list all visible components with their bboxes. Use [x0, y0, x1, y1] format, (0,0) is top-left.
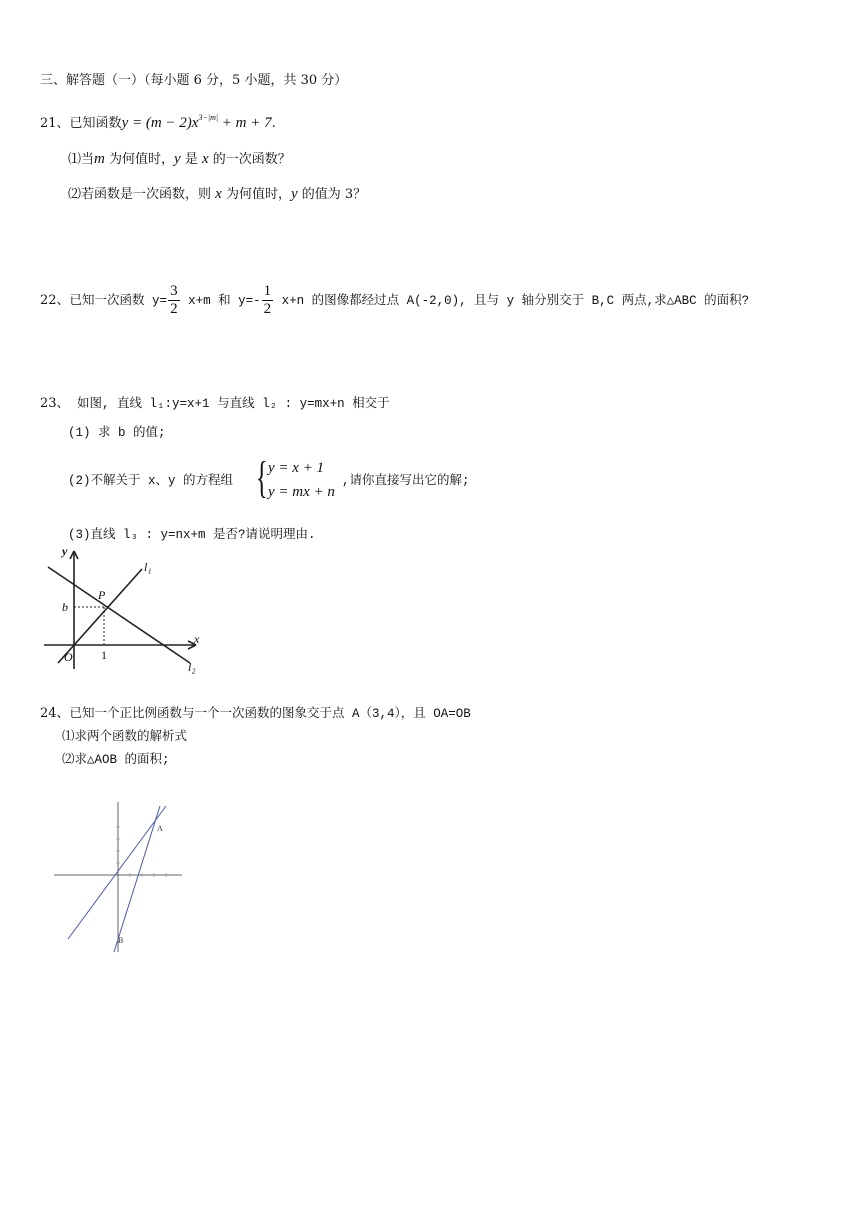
q22-frac2-numerator: 1: [263, 283, 272, 299]
q23-text: 如图, 直线 l₁:y=x+1 与直线 l₂ : y=mx+n 相交于: [69, 397, 390, 411]
q21-eq-part1: = (m − 2)x: [128, 115, 199, 131]
q21-sub2-y: y: [290, 186, 298, 202]
q21-sub1-text-b: 为何值时，: [104, 152, 175, 167]
q23-figure: [40, 545, 210, 675]
q24-line-linear: [114, 806, 160, 952]
question-22: [40, 283, 749, 319]
q22-text-b: x+m 和 y=-: [180, 294, 261, 308]
q23-system-eq2: y = mx + n: [268, 484, 335, 500]
q23-system-brace: {: [256, 453, 268, 502]
q22-fraction-2: [262, 283, 274, 318]
q22-text-a: 已知一次函数 y=: [69, 294, 168, 308]
q23-fig-origin-label: O: [64, 650, 73, 664]
q21-sub2-text-c: 的值为 3？: [297, 187, 367, 202]
q21-sub2-number: ⑵: [68, 187, 82, 202]
q22-frac2-denominator: 2: [263, 301, 272, 317]
q23-sub1: (1) 求 b 的值;: [68, 426, 166, 440]
q23-sub3: (3)直线 l₃ : y=nx+m 是否?请说明理由.: [68, 528, 316, 542]
q21-sub1-y: y: [174, 151, 181, 167]
q21-sub1-text-d: 的一次函数？: [208, 152, 291, 167]
q23-line-l2: [48, 567, 190, 663]
q21-sub1-m: m: [94, 151, 105, 167]
q23-fig-y-label: y: [62, 545, 68, 558]
q21-y: y: [121, 115, 129, 131]
q23-fig-p-label: P: [98, 588, 106, 602]
q21-number: 21、: [40, 116, 70, 131]
q22-frac1-denominator: 2: [170, 301, 178, 317]
q21-sub2-text-a: 若函数是一次函数，则: [81, 187, 216, 202]
q21-prefix: 已知函数: [69, 116, 122, 131]
q21-eq-part2: + m + 7: [218, 115, 272, 131]
q21-sub1: [68, 151, 291, 168]
q22-text-c: x+n 的图像都经过点 A(-2,0), 且与 y 轴分别交于 B,C 两点,求△ABC 的面积?: [274, 294, 750, 308]
section-title: 三、解答题（一）（每小题 6 分，5 小题，共 30 分）: [40, 73, 348, 88]
q23-fig-x-label: x: [194, 632, 200, 646]
q23-fig-one-label: 1: [101, 648, 107, 662]
q23-fig-b-label: b: [62, 600, 68, 614]
q24-number: 24、: [40, 706, 70, 721]
q21-sub1-text-c: 是: [180, 152, 202, 167]
q21-sub2-x: x: [215, 186, 222, 202]
q21-sub1-number: ⑴: [68, 152, 82, 167]
q24-sub2: ⑵求△AOB 的面积;: [62, 753, 170, 767]
q21-sub2: [68, 186, 366, 203]
q23-number: 23、: [40, 396, 70, 411]
q23-system-eq1: y = x + 1: [268, 460, 325, 476]
q22-frac1-numerator: 3: [170, 283, 178, 299]
q23-sub2-a: (2)不解关于 x、y 的方程组: [68, 474, 234, 488]
question-24: [40, 706, 471, 722]
q24-sub1: ⑴求两个函数的解析式: [62, 730, 188, 744]
q21-sub1-text-a: 当: [81, 152, 95, 167]
q24-figure: [50, 800, 190, 960]
q21-exponent: 3−|m|: [198, 113, 219, 122]
q22-number: 22、: [40, 293, 70, 308]
q23-fig-l2-label: l₂: [188, 660, 196, 674]
q22-fraction-1: [168, 283, 180, 318]
q24-fig-a-label: A: [157, 824, 163, 833]
q23-fig-l1-label: l₁: [144, 560, 152, 574]
q24-text: 已知一个正比例函数与一个一次函数的图象交于点 A（3,4），且 OA=OB: [69, 707, 471, 721]
q21-end: .: [271, 116, 276, 131]
question-21: [40, 110, 276, 132]
q21-sub1-x: x: [201, 151, 209, 167]
q24-line-proportional: [68, 806, 166, 939]
q24-fig-b-label: B: [118, 936, 124, 945]
q21-sub2-text-b: 为何值时，: [221, 187, 291, 202]
q23-sub2-b: ,请你直接写出它的解;: [342, 474, 470, 488]
question-23: [40, 396, 390, 412]
